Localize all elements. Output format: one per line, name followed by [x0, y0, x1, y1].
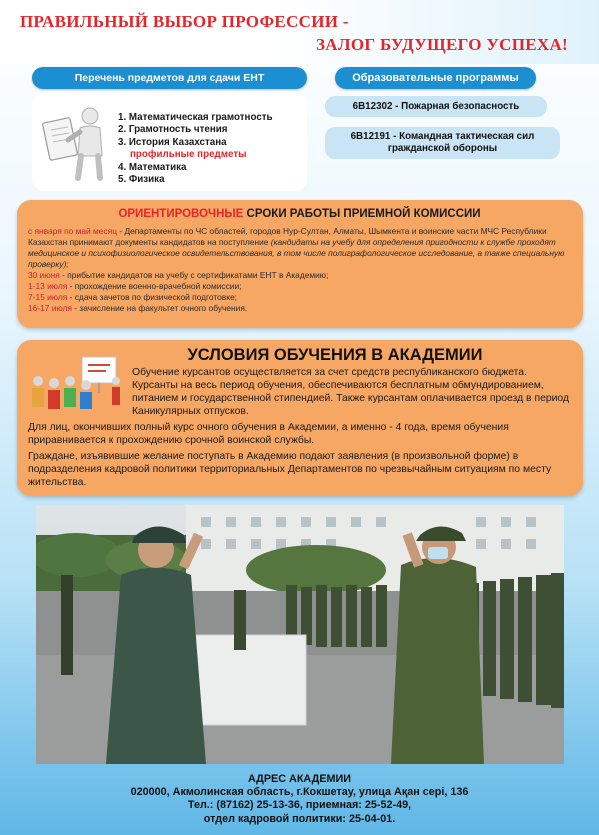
commission-date: 16-17 июля	[28, 303, 72, 313]
commission-date: 1-13 июля	[28, 281, 68, 291]
address-line: 020000, Акмолинская область, г.Кокшетау, улица Ақан серi, 136	[130, 786, 469, 799]
conditions-paragraph: Обучение курсантов осуществляется за счет средств республиканского бюджета. Курсанты на весь период обучения, обеспечиваются бесплатным обмундированием, питанием и государственной стипендией. Также курсантам оплачивается проезд в период Каникулярных отпусков.	[132, 367, 570, 417]
ent-subject-item: 3. История Казахстана	[118, 136, 227, 148]
ent-subject-item: 2. Грамотность чтения	[118, 124, 228, 136]
program-code: 6В12302	[352, 100, 393, 112]
ent-subject-item: 5. Физика	[118, 174, 165, 186]
commission-title-accent: ОРИЕНТИРОВОЧНЫЕ	[118, 208, 244, 220]
ent-subjects-pill: Перечень предметов для сдачи ЕНТ	[32, 67, 307, 89]
commission-date: 30 июня	[28, 270, 60, 280]
clipboard-figure-icon	[40, 102, 112, 182]
address-title: АДРЕС АКАДЕМИИ	[247, 773, 352, 785]
academy-address	[0, 773, 599, 826]
address-hr-phone: отдел кадровой политики: 25-04-01.	[203, 812, 396, 825]
headline-line-2: ЗАЛОГ БУДУЩЕГО УСПЕХА!	[316, 35, 568, 54]
commission-title	[0, 208, 599, 220]
ent-subject-item: 4. Математика	[118, 161, 187, 173]
commission-title-rest: СРОКИ РАБОТЫ ПРИЕМНОЙ КОМИССИИ	[246, 208, 481, 220]
ent-subject-item: 1. Математическая грамотность	[118, 112, 273, 123]
program-item: 6В12191 - Командная тактическая сил гражданской обороны	[325, 127, 560, 159]
conditions-title: УСЛОВИЯ ОБУЧЕНИЯ В АКАДЕМИИ	[187, 346, 483, 364]
cadets-saluting-photo	[36, 505, 564, 764]
address-phones: Тел.: (87162) 25-13-36, приемная: 25-52-49,	[187, 799, 412, 812]
conditions-paragraph: Для лиц, окончивших полный курс очного обучения в Академии, а именно - 4 года, время обучения приравнивается к прохождению срочной воинской службы.	[28, 422, 509, 446]
commission-date-row	[28, 303, 580, 314]
meeting-figures-icon	[26, 351, 124, 413]
education-programs-pill: Образовательные программы	[335, 67, 536, 89]
commission-intro-note: (кандидаты на учебу для определения пригодности к службе проходят медицинское и психофизиологическое освидетельствования, в том числе полиграфологическое исследование, а также специальную проверку);	[28, 237, 565, 269]
commission-date-row	[28, 270, 580, 281]
commission-period: с января по май месяц	[28, 226, 117, 236]
commission-date-text: - зачисление на факультет очного обучения.	[71, 303, 248, 313]
commission-body	[28, 226, 580, 314]
program-name: Командная тактическая сил гражданской обороны	[387, 131, 535, 154]
commission-date-row	[28, 281, 580, 292]
commission-date-text: - прибытие кандидатов на учебу с сертификатами ЕНТ в Академию;	[59, 270, 329, 280]
profile-subjects-label: профильные предметы	[130, 149, 247, 161]
commission-date-text: - сдача зачетов по физической подготовке;	[67, 292, 237, 302]
program-item: 6В12302 - Пожарная безопасность	[325, 96, 547, 117]
commission-date: 7-15 июля	[28, 292, 68, 302]
program-code: 6В12191	[350, 131, 391, 142]
commission-date-row	[28, 292, 580, 303]
commission-intro: - Департаменты по ЧС областей, городов Нур-Султан, Алматы, Шымкента и воинские части МЧС Республики Казахстан принимают документы кандидатов на поступление	[28, 226, 547, 247]
commission-date-text: - прохождение военно-врачебной комиссии;	[67, 281, 242, 291]
conditions-paragraph: Граждане, изъявившие желание поступать в Академию подают заявления (в произвольной форме) в подразделения кадровой политики территориальных Департаментов по чрезвычайным ситуациям по месту жительства.	[28, 451, 552, 488]
ent-subject-list	[118, 112, 273, 186]
headline-line-1: ПРАВИЛЬНЫЙ ВЫБОР ПРОФЕССИИ -	[20, 12, 349, 31]
program-name: Пожарная безопасность	[401, 100, 520, 112]
